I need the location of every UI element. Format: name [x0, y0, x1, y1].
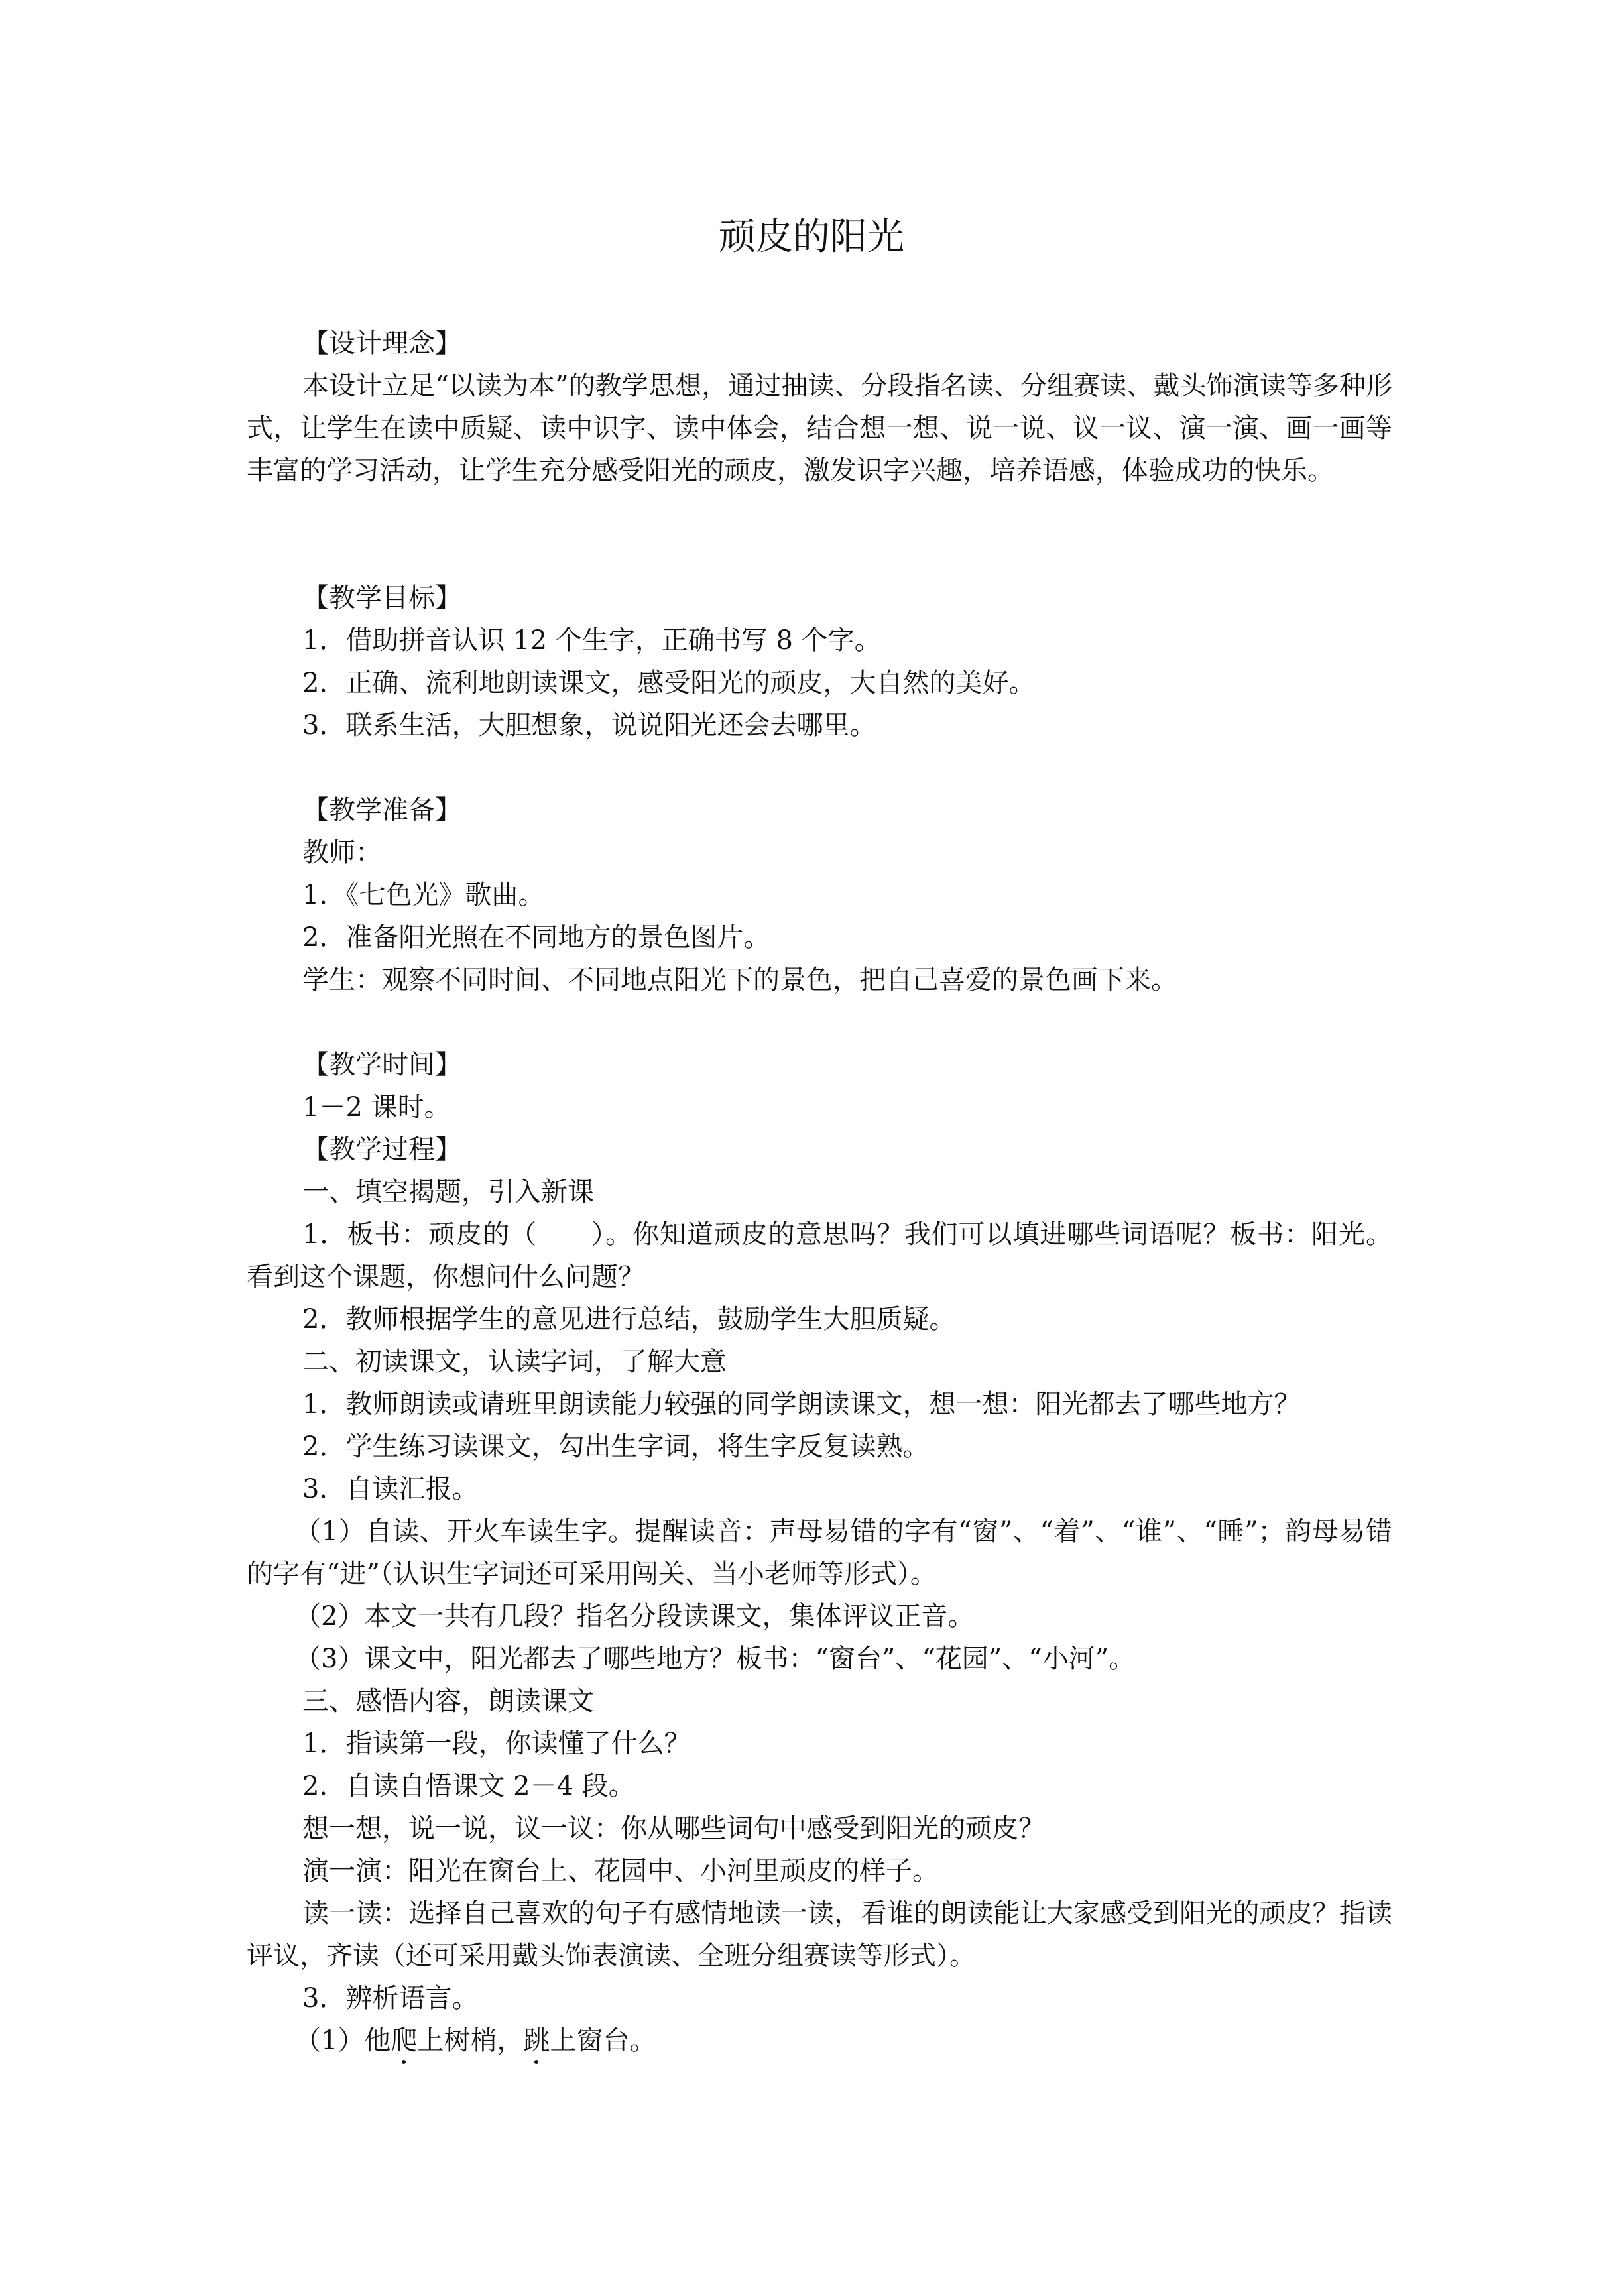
prep-student: 学生：观察不同时间、不同地点阳光下的景色，把自己喜爱的景色画下来。 — [302, 965, 1177, 995]
section-3-item-2a: 想一想，说一说，议一议：你从哪些词句中感受到阳光的顽皮？ — [302, 1813, 1045, 1844]
section-3-item-3: 3．辨析语言。 — [302, 1983, 479, 2014]
section-1-title: 一、填空揭题，引入新课 — [302, 1177, 594, 1207]
prep-teacher-item-2: 2．准备阳光照在不同地方的景色图片。 — [302, 922, 770, 953]
section-2-item-3c: （3）课文中，阳光都去了哪些地方？板书：“窗台”、“花园”、“小河”。 — [294, 1644, 1136, 1674]
time-heading: 【教学时间】 — [302, 1050, 461, 1080]
prep-teacher-item-1: 1．《七色光》歌曲。 — [302, 880, 545, 910]
time-text: 1－2 课时。 — [302, 1092, 451, 1122]
section-2-item-3b: （2）本文一共有几段？指名分段读课文，集体评议正音。 — [294, 1601, 975, 1632]
process-heading: 【教学过程】 — [302, 1134, 461, 1165]
section-3-item-1: 1．指读第一段，你读懂了什么？ — [302, 1728, 691, 1759]
example-text-part: 上窗台。 — [550, 2025, 656, 2056]
design-paragraph: 本设计立足“以读为本”的教学思想，通过抽读、分段指名读、分组赛读、戴头饰演读等多种形式，让学生在读中质疑、读中识字、读中体会，结合想一想、说一说、议一议、演一演、画一画等丰富的学习活动，让学生充分感受阳光的顽皮，激发识字兴趣，培养语感，体验成功的快乐。 — [247, 371, 1392, 486]
section-2-item-3: 3．自读汇报。 — [302, 1474, 479, 1504]
prep-teacher-label: 教师： — [302, 837, 382, 868]
emphasized-char-pa: 爬 — [391, 2025, 418, 2056]
document-title: 顽皮的阳光 — [719, 215, 904, 259]
section-1-item-1: 1．板书：顽皮的（ ）。你知道顽皮的意思吗？我们可以填进哪些词语呢？板书：阳光。看到这个课题，你想问什么问题？ — [247, 1219, 1392, 1292]
section-2-item-3a: （1）自读、开火车读生字。提醒读音：声母易错的字有“窗”、“着”、“谁”、“睡”；韵母易错的字有“进”（认识生字词还可采用闯关、当小老师等形式）。 — [247, 1516, 1392, 1589]
goal-item-1: 1．借助拼音认识 12 个生字，正确书写 8 个字。 — [302, 625, 881, 656]
section-3-item-2: 2．自读自悟课文 2－4 段。 — [302, 1771, 635, 1801]
document-body — [247, 322, 1392, 2062]
section-1-item-2: 2．教师根据学生的意见进行总结，鼓励学生大胆质疑。 — [302, 1304, 956, 1335]
goal-item-3: 3．联系生活，大胆想象，说说阳光还会去哪里。 — [302, 710, 876, 741]
section-3-item-2b: 演一演：阳光在窗台上、花园中、小河里顽皮的样子。 — [302, 1856, 939, 1886]
example-text-part: （1）他 — [294, 2025, 391, 2056]
section-3-title: 三、感悟内容，朗读课文 — [302, 1686, 594, 1717]
prep-heading: 【教学准备】 — [302, 795, 461, 825]
section-2-title: 二、初读课文，认读字词，了解大意 — [302, 1347, 727, 1377]
section-2-item-1: 1．教师朗读或请班里朗读能力较强的同学朗读课文，想一想：阳光都去了哪些地方？ — [302, 1389, 1301, 1420]
section-2-item-2: 2．学生练习读课文，勾出生字词，将生字反复读熟。 — [302, 1431, 930, 1462]
design-heading: 【设计理念】 — [302, 328, 461, 359]
section-3-item-2c: 读一读：选择自己喜欢的句子有感情地读一读，看谁的朗读能让大家感受到阳光的顽皮？指读评议，齐读（还可采用戴头饰表演读、全班分组赛读等形式）。 — [247, 1898, 1392, 1971]
goals-heading: 【教学目标】 — [302, 583, 461, 613]
emphasized-char-tiao: 跳 — [523, 2025, 550, 2056]
example-text-part: 上树梢， — [417, 2025, 524, 2056]
section-3-item-3a — [247, 2020, 1392, 2062]
goal-item-2: 2．正确、流利地朗读课文，感受阳光的顽皮，大自然的美好。 — [302, 668, 1036, 698]
